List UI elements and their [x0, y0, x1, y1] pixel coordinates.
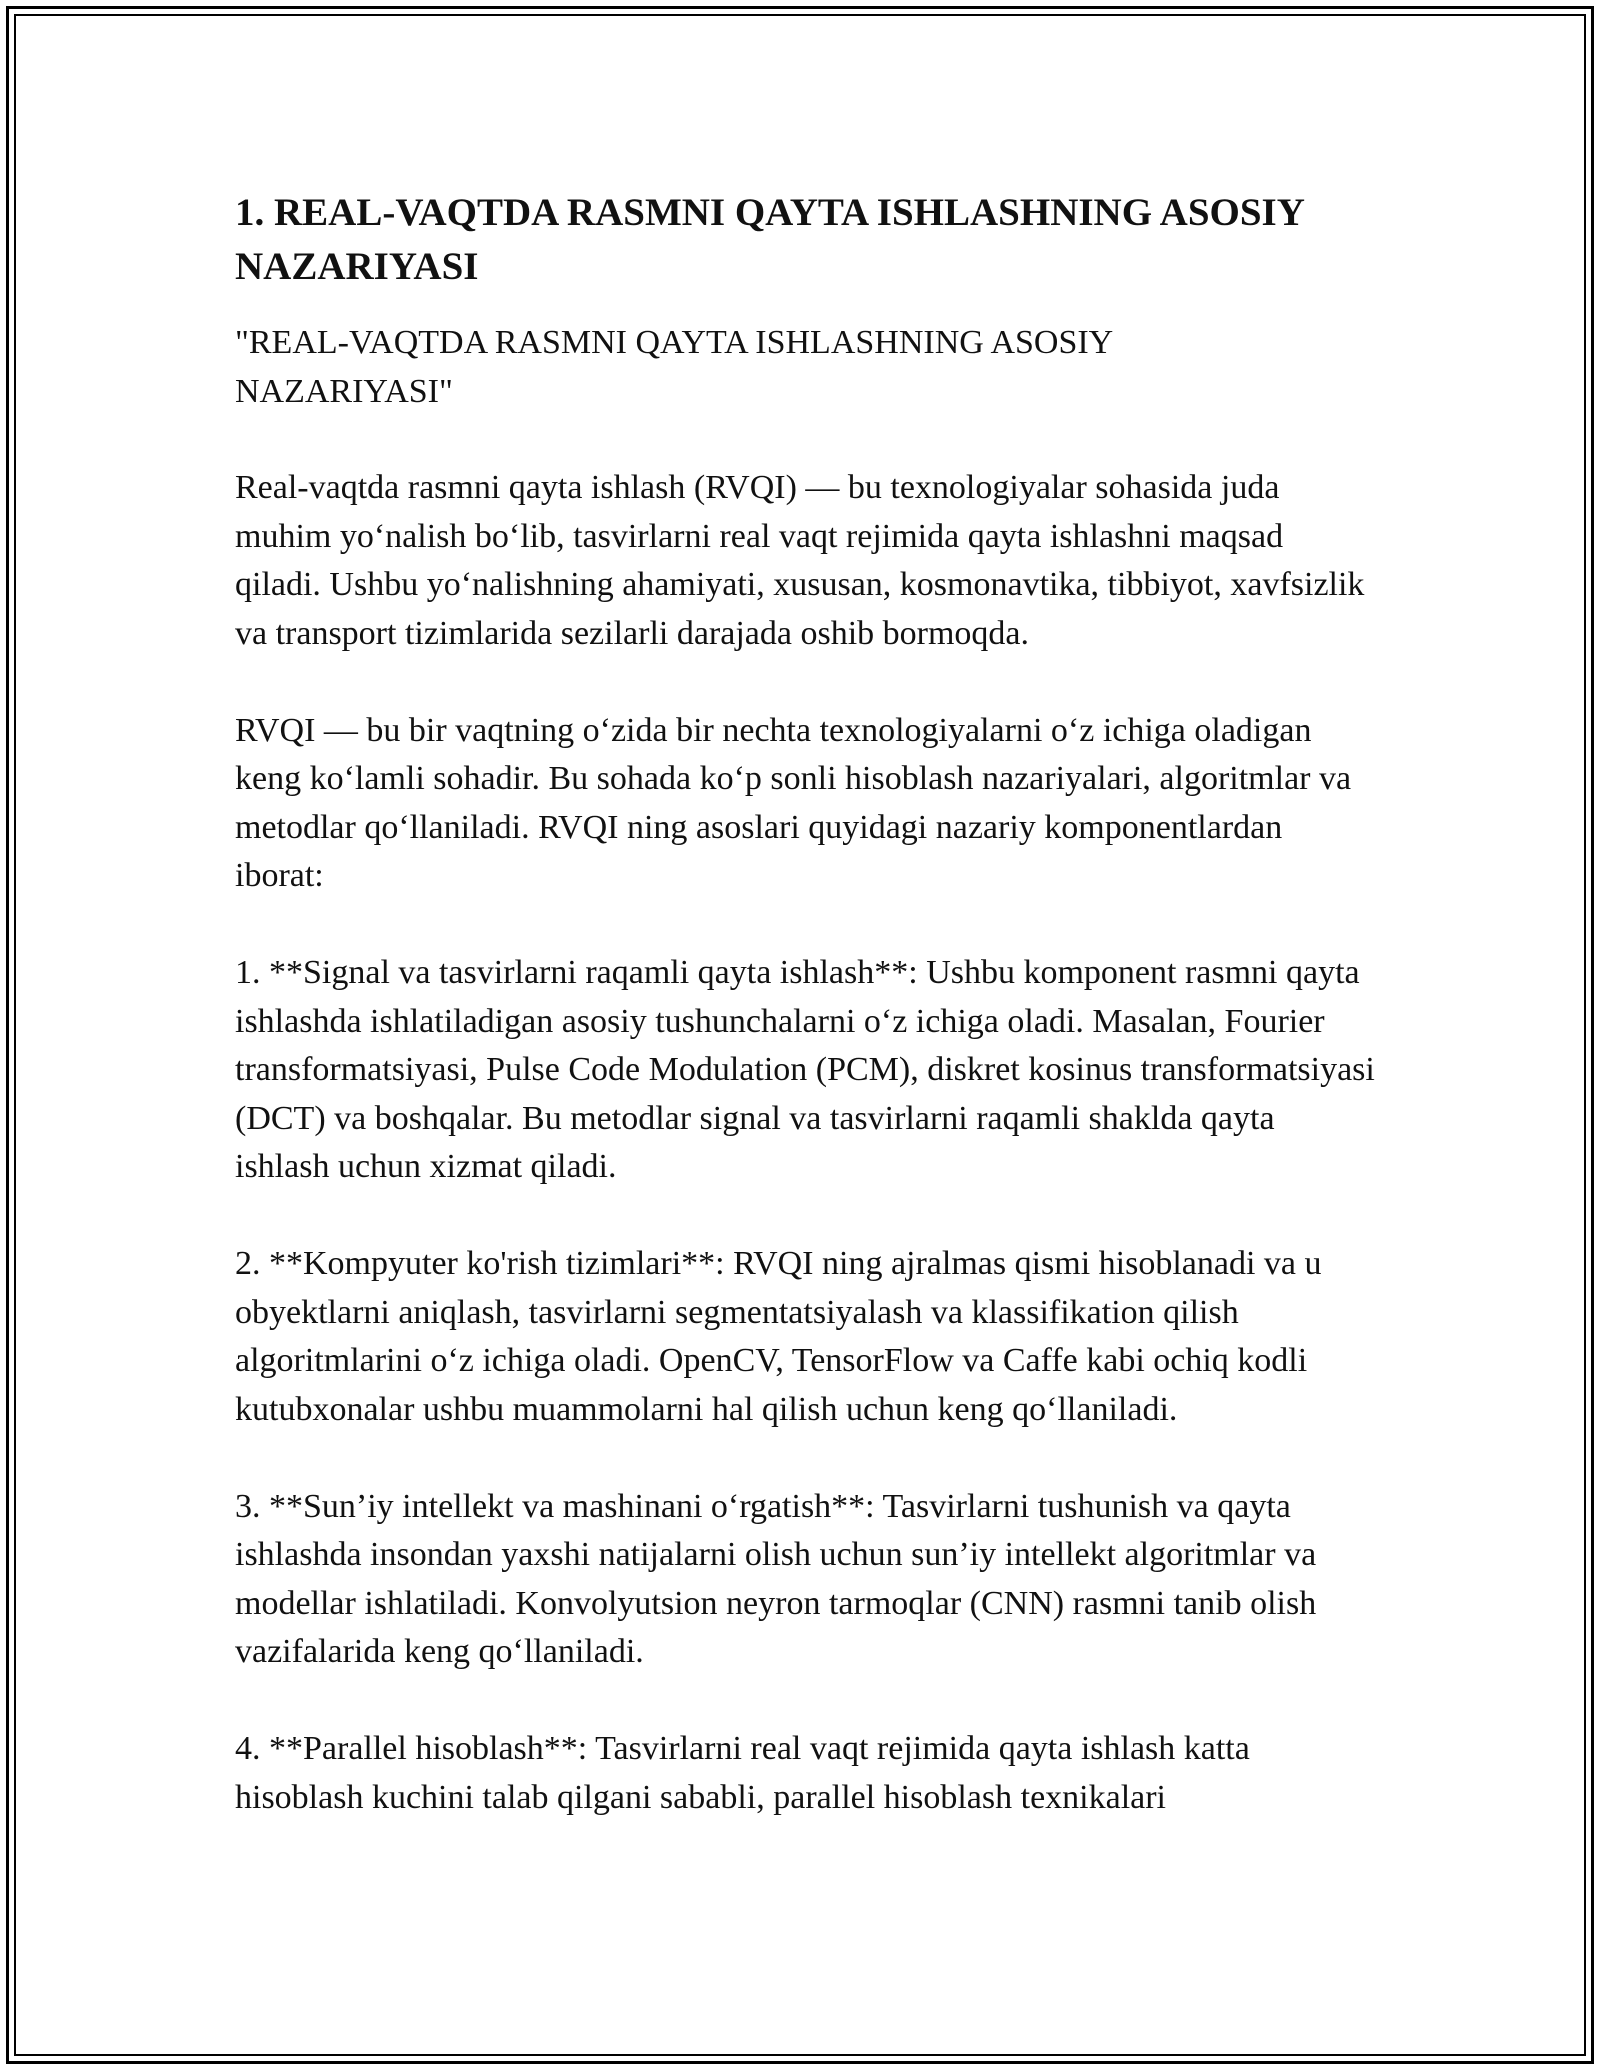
list-item-signal-processing: 1. **Signal va tasvirlarni raqamli qayta ishlash**: Ushbu komponent rasmni qayta ishlashda ishlatiladigan asosiy tushunchalarni o‘z ichiga oladi. Masalan, Fourier transformatsiyasi, Pulse Code Modulation (PCM), diskret kosinus transformatsiyasi (DCT) va boshqalar. Bu metodlar signal va tasvirlarni raqamli shaklda qayta ishlash uchun xizmat qiladi.	[235, 954, 1375, 1185]
list-item-parallel-computing: 4. **Parallel hisoblash**: Tasvirlarni real vaqt rejimida qayta ishlash katta hisoblash kuchini talab qilgani sababli, parallel hisoblash texnikalari	[235, 1730, 1250, 1816]
paragraph-overview: RVQI — bu bir vaqtning o‘zida bir nechta texnologiyalarni o‘z ichiga oladigan keng ko‘lamli sohadir. Bu sohada ko‘p sonli hisoblash nazariyalari, algoritmlar va metodlar qo‘llaniladi. RVQI ning asoslari quyidagi nazariy komponentlardan iborat:	[235, 711, 1352, 894]
list-item-computer-vision: 2. **Kompyuter ko'rish tizimlari**: RVQI ning ajralmas qismi hisoblanadi va u obyektlarni aniqlash, tasvirlarni segmentatsiyalash va klassifikation qilish algoritmlarini o‘z ichiga oladi. OpenCV, TensorFlow va Caffe kabi ochiq kodli kutubxonalar ushbu muammolarni hal qilish uchun keng qo‘llaniladi.	[235, 1245, 1322, 1428]
section-subtitle: "REAL-VAQTDA RASMNI QAYTA ISHLASHNING ASOSIY NAZARIYASI"	[235, 324, 1114, 410]
list-item-ai-ml: 3. **Sun’iy intellekt va mashinani o‘rgatish**: Tasvirlarni tushunish va qayta ishlashda insondan yaxshi natijalarni olish uchun sun’iy intellekt algoritmlar va modellar ishlatiladi. Konvolyutsion neyron tarmoqlar (CNN) rasmni tanib olish vazifalarida keng qo‘llaniladi.	[235, 1487, 1317, 1670]
paragraph-intro: Real-vaqtda rasmni qayta ishlash (RVQI) — bu texnologiyalar sohasida juda muhim yo‘nalish bo‘lib, tasvirlarni real vaqt rejimida qayta ishlashni maqsad qiladi. Ushbu yo‘nalishning ahamiyati, xususan, kosmonavtika, tibbiyot, xavfsizlik va transport tizimlarida sezilarli darajada oshib bormoqda.	[235, 469, 1365, 652]
section-heading: 1. REAL-VAQTDA RASMNI QAYTA ISHLASHNING ASOSIY NAZARIYASI	[235, 191, 1304, 288]
document-body	[235, 186, 1375, 1871]
